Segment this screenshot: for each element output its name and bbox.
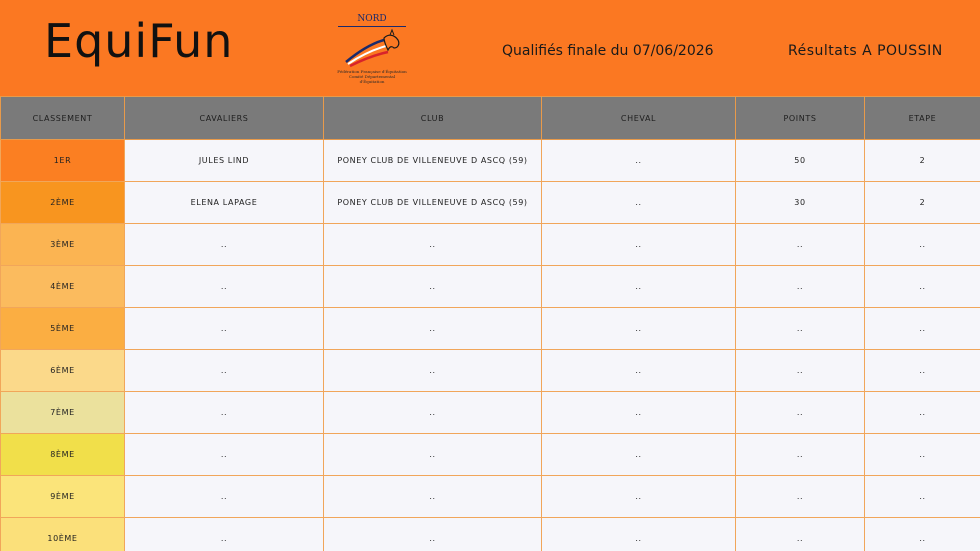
page-header [0,0,980,96]
cell-rank: 4ÈME [1,266,125,308]
cell-cavalier: .. [125,392,324,434]
cell-rank: 9ÈME [1,476,125,518]
cell-club: .. [324,224,542,266]
cell-club: .. [324,350,542,392]
cell-cheval: .. [542,140,736,182]
cell-club: PONEY CLUB DE VILLENEUVE D ASCQ (59) [324,182,542,224]
cell-points: 30 [736,182,865,224]
cell-cavalier: .. [125,350,324,392]
cell-rank: 5ÈME [1,308,125,350]
cell-cheval: .. [542,392,736,434]
cell-cheval: .. [542,224,736,266]
cell-cheval: .. [542,182,736,224]
cell-cavalier: .. [125,434,324,476]
table-row [1,308,980,350]
table-row [1,350,980,392]
cell-etape: 2 [865,140,980,182]
logo-subtitle-line-1: Fédération Française d'Équitation [337,69,407,74]
table-row [1,266,980,308]
cell-club: PONEY CLUB DE VILLENEUVE D ASCQ (59) [324,140,542,182]
cell-points: .. [736,350,865,392]
cell-cheval: .. [542,476,736,518]
cell-points: .. [736,308,865,350]
column-header-classement: CLASSEMENT [1,97,125,140]
cell-etape: .. [865,224,980,266]
table-row [1,140,980,182]
cell-points: .. [736,518,865,551]
results-category: Résultats A POUSSIN [788,43,943,59]
cell-club: .. [324,476,542,518]
cell-rank: 2ÈME [1,182,125,224]
table-row [1,476,980,518]
column-header-club: CLUB [324,97,542,140]
logo-region-label: NORD [357,14,387,24]
cell-cheval: .. [542,308,736,350]
cell-etape: .. [865,392,980,434]
cell-rank: 10ÈME [1,518,125,551]
federation-logo [336,12,408,82]
table-row [1,392,980,434]
table-row [1,224,980,266]
cell-points: .. [736,476,865,518]
column-header-cheval: CHEVAL [542,97,736,140]
cell-cavalier: .. [125,518,324,551]
cell-cavalier: .. [125,266,324,308]
cell-cavalier: .. [125,224,324,266]
column-header-etape: ETAPE [865,97,980,140]
cell-cavalier: ELENA LAPAGE [125,182,324,224]
cell-etape: .. [865,434,980,476]
cell-points: 50 [736,140,865,182]
results-table [0,96,980,551]
cell-rank: 8ÈME [1,434,125,476]
table-header-row [1,97,980,140]
logo-subtitle [336,69,408,84]
cell-etape: .. [865,308,980,350]
cell-points: .. [736,266,865,308]
cell-cheval: .. [542,434,736,476]
cell-cavalier: .. [125,308,324,350]
cell-cheval: .. [542,266,736,308]
qualification-subtitle: Qualifiés finale du 07/06/2026 [502,43,714,59]
cell-rank: 1ER [1,140,125,182]
cell-cavalier: .. [125,476,324,518]
horse-head-icon [340,28,404,68]
cell-cavalier: JULES LIND [125,140,324,182]
cell-etape: .. [865,518,980,551]
column-header-points: POINTS [736,97,865,140]
cell-club: .. [324,308,542,350]
logo-divider [338,26,406,27]
table-row [1,434,980,476]
cell-rank: 6ÈME [1,350,125,392]
cell-etape: .. [865,350,980,392]
cell-points: .. [736,392,865,434]
cell-rank: 7ÈME [1,392,125,434]
cell-rank: 3ÈME [1,224,125,266]
cell-points: .. [736,434,865,476]
cell-etape: .. [865,266,980,308]
cell-cheval: .. [542,350,736,392]
cell-points: .. [736,224,865,266]
cell-club: .. [324,392,542,434]
logo-subtitle-line-2: Comité Départemental d'Équitation [348,74,396,84]
cell-etape: 2 [865,182,980,224]
table-row [1,182,980,224]
column-header-cavaliers: CAVALIERS [125,97,324,140]
cell-cheval: .. [542,518,736,551]
cell-club: .. [324,266,542,308]
table-row [1,518,980,551]
cell-club: .. [324,518,542,551]
brand-title: EquiFun [44,14,234,68]
cell-etape: .. [865,476,980,518]
cell-club: .. [324,434,542,476]
